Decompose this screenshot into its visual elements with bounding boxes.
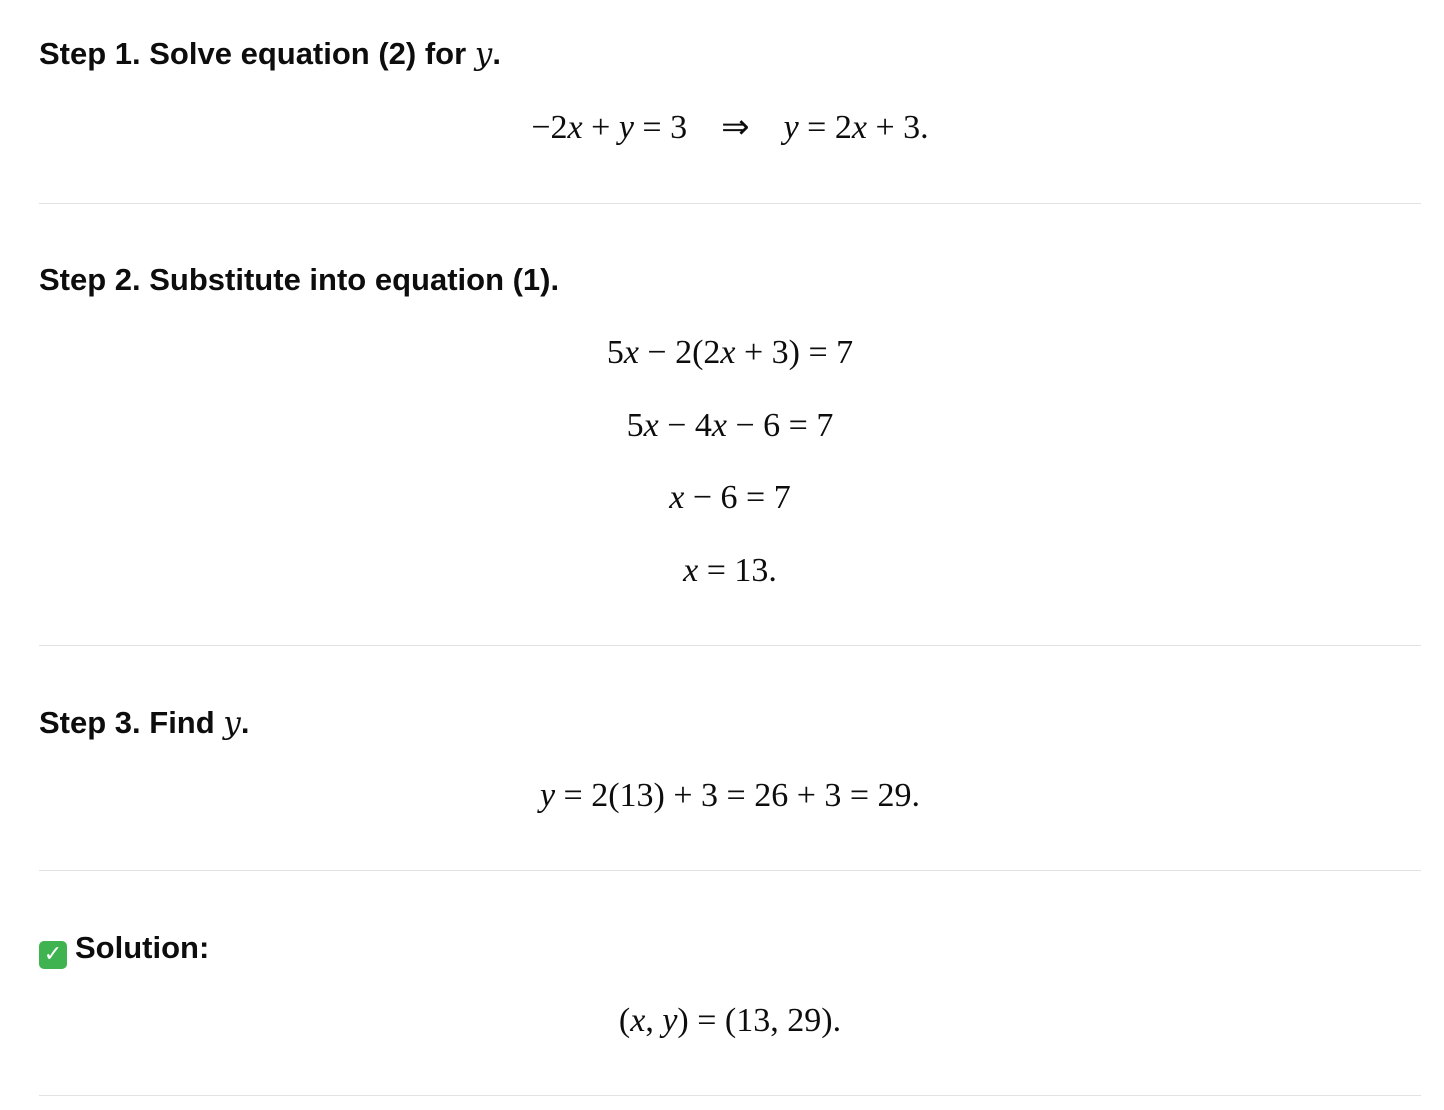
step-3-heading-text: Step 3. Find (39, 705, 224, 740)
divider (39, 870, 1421, 871)
step-3-heading-variable: y (223, 705, 241, 741)
check-mark-button-icon: ✓ (39, 941, 67, 969)
step-2-heading: Step 2. Substitute into equation (1). (39, 262, 560, 297)
step-1-heading-variable: y (474, 36, 493, 72)
step-1-heading (39, 34, 501, 74)
divider (39, 645, 1421, 646)
step-1-heading-text: Step 1. Solve equation (2) for (39, 36, 475, 71)
step-1-heading-punct: . (492, 36, 501, 71)
step-2-equation-line: 5x − 4x − 6 = 7 (626, 407, 834, 444)
solution-equation: (x, y) = (13, 29). (618, 1002, 842, 1039)
step-2-equation-line: x = 13. (683, 552, 777, 589)
step-1-equation: −2x + y = 3 ⇒ y = 2x + 3. (531, 109, 929, 146)
step-2-equation-line: x − 6 = 7 (669, 479, 791, 516)
step-2-equation-line: 5x − 2(2x + 3) = 7 (606, 334, 854, 371)
solution-heading (39, 928, 209, 969)
step-3-equation: y = 2(13) + 3 = 26 + 3 = 29. (539, 777, 921, 814)
step-3-heading-punct: . (240, 705, 250, 740)
step-3-heading (39, 703, 249, 743)
solution-heading-text: Solution: (75, 930, 210, 965)
divider (39, 1095, 1421, 1096)
divider (39, 203, 1421, 204)
